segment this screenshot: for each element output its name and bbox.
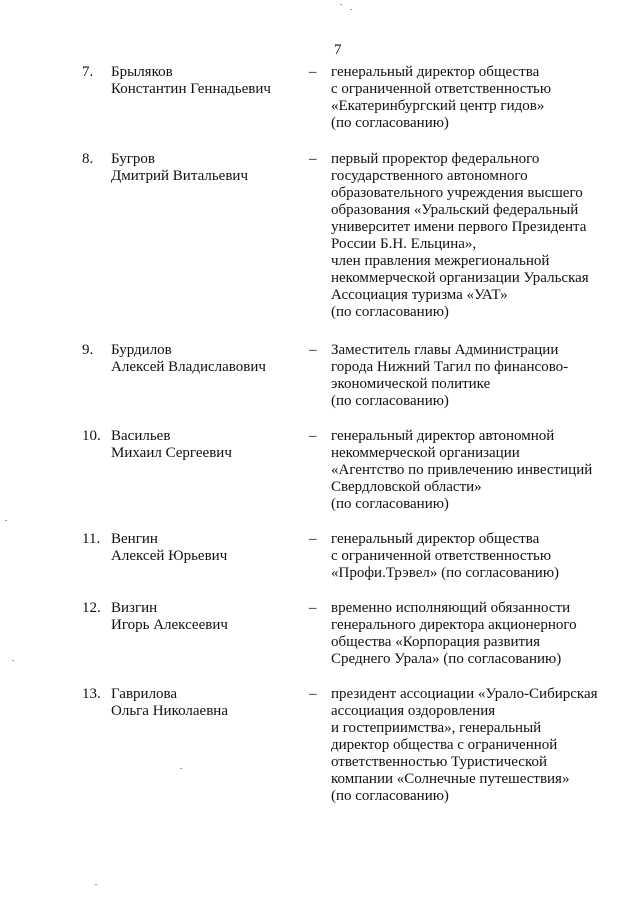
position-line: «Екатеринбургский центр гидов» [331, 98, 545, 114]
position-line: экономической политике [331, 376, 491, 392]
dash-separator: – [309, 686, 317, 702]
position-line: генеральный директор общества [331, 531, 540, 547]
position-line: города Нижний Тагил по финансово- [331, 359, 569, 375]
scan-speck [12, 660, 14, 661]
given-names: Алексей Юрьевич [111, 548, 228, 564]
position-line: с ограниченной ответственностью [331, 548, 552, 564]
given-names: Игорь Алексеевич [111, 617, 228, 633]
position-line: генеральный директор общества [331, 64, 540, 80]
position-line: Ассоциация туризма «УАТ» [331, 287, 508, 303]
position-line: (по согласованию) [331, 393, 449, 409]
position-line: образования «Уральский федеральный [331, 202, 579, 218]
position-line: (по согласованию) [331, 304, 449, 320]
member-position [331, 686, 631, 805]
position-line: (по согласованию) [331, 496, 449, 512]
dash-separator: – [309, 531, 317, 547]
position-line: первый проректор федерального [331, 151, 540, 167]
position-line: временно исполняющий обязанности [331, 600, 571, 616]
entry-number: 11. [82, 531, 101, 547]
entry-number: 9. [82, 342, 94, 358]
position-line: некоммерческой организации Уральская [331, 270, 589, 286]
surname: Бугров [111, 151, 155, 167]
position-line: государственного автономного [331, 168, 528, 184]
position-line: России Б.Н. Ельцина», [331, 236, 477, 252]
scan-speck [350, 9, 352, 10]
position-line: президент ассоциации «Урало-Сибирская [331, 686, 598, 702]
position-line: ассоциация оздоровления [331, 703, 496, 719]
member-name [111, 342, 301, 376]
given-names: Дмитрий Витальевич [111, 168, 248, 184]
scan-speck [5, 520, 7, 521]
surname: Венгин [111, 531, 158, 547]
position-line: ответственностью Туристической [331, 754, 548, 770]
entry-number: 10. [82, 428, 101, 444]
entry-number: 7. [82, 64, 94, 80]
surname: Гаврилова [111, 686, 178, 702]
member-position [331, 428, 631, 513]
position-line: образовательного учреждения высшего [331, 185, 583, 201]
position-line: директор общества с ограниченной [331, 737, 558, 753]
position-line: и гостеприимства», генеральный [331, 720, 542, 736]
surname: Бурдилов [111, 342, 172, 358]
dash-separator: – [309, 428, 317, 444]
dash-separator: – [309, 64, 317, 80]
scan-speck [340, 4, 342, 5]
scan-speck [95, 884, 97, 885]
position-line: «Профи.Трэвел» (по согласованию) [331, 565, 560, 581]
position-line: (по согласованию) [331, 788, 449, 804]
member-name [111, 428, 301, 462]
surname: Брыляков [111, 64, 173, 80]
position-line: генерального директора акционерного [331, 617, 577, 633]
member-name [111, 686, 301, 720]
entry-number: 12. [82, 600, 101, 616]
member-name [111, 531, 301, 565]
position-line: генеральный директор автономной [331, 428, 555, 444]
member-position [331, 64, 631, 132]
member-position [331, 600, 631, 668]
position-line: некоммерческой организации [331, 445, 520, 461]
dash-separator: – [309, 600, 317, 616]
member-position [331, 531, 631, 582]
position-line: член правления межрегиональной [331, 253, 550, 269]
position-line: (по согласованию) [331, 115, 449, 131]
page-number: 7 [334, 42, 342, 58]
member-name [111, 151, 301, 185]
member-position [331, 342, 631, 410]
position-line: с ограниченной ответственностью [331, 81, 552, 97]
position-line: университет имени первого Президента [331, 219, 587, 235]
given-names: Константин Геннадьевич [111, 81, 271, 97]
entry-number: 13. [82, 686, 101, 702]
dash-separator: – [309, 342, 317, 358]
position-line: Среднего Урала» (по согласованию) [331, 651, 562, 667]
dash-separator: – [309, 151, 317, 167]
member-name [111, 600, 301, 634]
surname: Визгин [111, 600, 158, 616]
position-line: «Агентство по привлечению инвестиций [331, 462, 593, 478]
position-line: компании «Солнечные путешествия» [331, 771, 570, 787]
given-names: Алексей Владиславович [111, 359, 266, 375]
given-names: Ольга Николаевна [111, 703, 228, 719]
member-position [331, 151, 631, 321]
position-line: Свердловской области» [331, 479, 482, 495]
given-names: Михаил Сергеевич [111, 445, 232, 461]
entry-number: 8. [82, 151, 94, 167]
scan-speck [180, 768, 182, 769]
position-line: Заместитель главы Администрации [331, 342, 559, 358]
member-name [111, 64, 301, 98]
surname: Васильев [111, 428, 171, 444]
position-line: общества «Корпорация развития [331, 634, 541, 650]
